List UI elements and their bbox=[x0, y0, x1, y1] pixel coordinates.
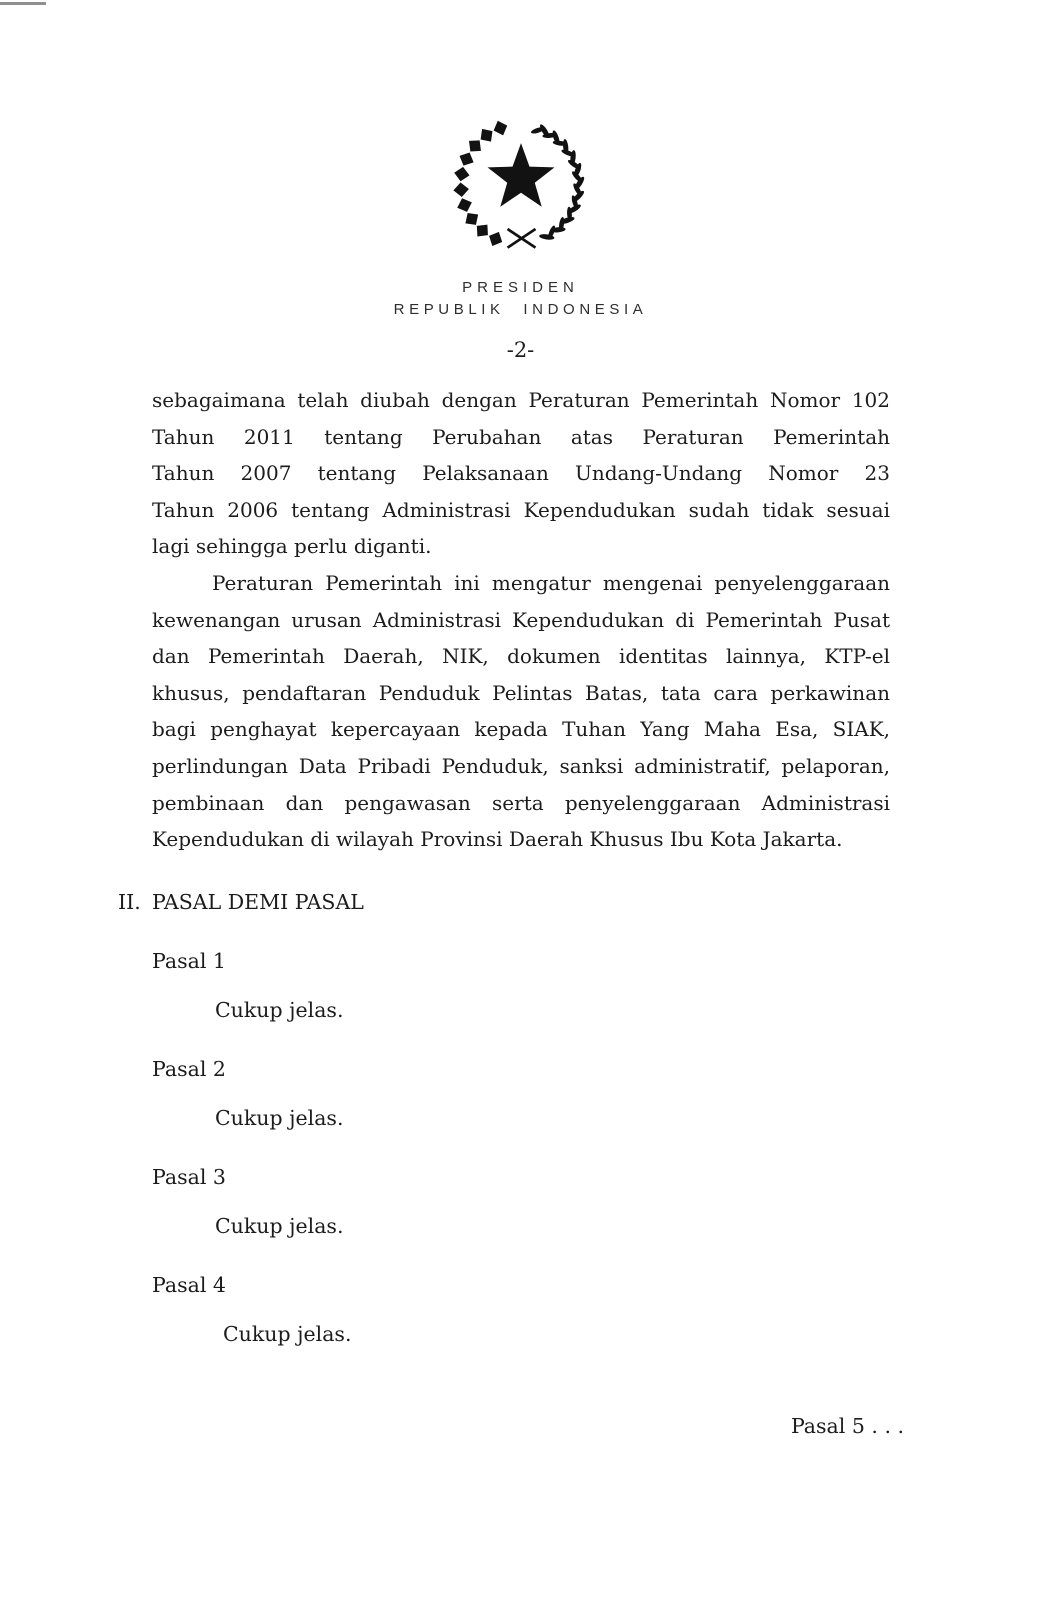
text-line: dan Pemerintah Daerah, NIK, dokumen identitas lainnya, KTP-el bbox=[152, 644, 890, 669]
pasal-4-label: Pasal 4 bbox=[152, 1272, 226, 1297]
pasal-3-note: Cukup jelas. bbox=[215, 1213, 344, 1238]
masthead bbox=[0, 277, 1041, 321]
text-line: sebagaimana telah diubah dengan Peraturan Pemerintah Nomor 102 bbox=[152, 388, 890, 412]
text-line: Tahun 2007 tentang Pelaksanaan Undang-Undang Nomor 23 bbox=[152, 461, 890, 486]
text-line: lagi sehingga perlu diganti. bbox=[152, 534, 432, 559]
pasal-1-label: Pasal 1 bbox=[152, 948, 226, 973]
text-line: kewenangan urusan Administrasi Kependudukan di Pemerintah Pusat bbox=[152, 607, 890, 632]
catchword-pasal-5: Pasal 5 . . . bbox=[790, 1413, 904, 1438]
text-line: bagi penghayat kepercayaan kepada Tuhan Yang Maha Esa, SIAK, bbox=[152, 717, 890, 742]
section-numeral: II. bbox=[118, 889, 141, 914]
text-line: pembinaan dan pengawasan serta penyelenggaraan Administrasi bbox=[152, 790, 890, 815]
text-line: Peraturan Pemerintah ini mengatur mengenai penyelenggaraan bbox=[212, 570, 890, 595]
pasal-2-note: Cukup jelas. bbox=[215, 1105, 344, 1130]
text-line: Tahun 2011 tentang Perubahan atas Peraturan Pemerintah bbox=[152, 424, 890, 449]
masthead-republik-indonesia: REPUBLIK INDONESIA bbox=[393, 301, 648, 318]
paragraph-2 bbox=[152, 565, 890, 858]
text-line: perlindungan Data Pribadi Penduduk, sanksi administratif, pelaporan, bbox=[152, 753, 890, 778]
masthead-presiden: PRESIDEN bbox=[462, 279, 579, 296]
paragraph-1 bbox=[152, 382, 890, 565]
text-line: Kependudukan di wilayah Provinsi Daerah Khusus Ibu Kota Jakarta. bbox=[152, 827, 843, 852]
text-line: khusus, pendaftaran Penduduk Pelintas Batas, tata cara perkawinan bbox=[152, 680, 890, 705]
section-title: PASAL DEMI PASAL bbox=[152, 889, 364, 914]
pasal-2-label: Pasal 2 bbox=[152, 1056, 226, 1081]
pasal-1-note: Cukup jelas. bbox=[215, 997, 344, 1022]
pasal-3-label: Pasal 3 bbox=[152, 1164, 226, 1189]
scan-artifact-line bbox=[0, 2, 46, 5]
text-line: Tahun 2006 tentang Administrasi Kependudukan sudah tidak sesuai bbox=[152, 497, 890, 522]
pasal-4-note: Cukup jelas. bbox=[223, 1321, 352, 1346]
presidential-seal-icon bbox=[446, 112, 596, 257]
body-text bbox=[152, 382, 890, 858]
page-number: -2- bbox=[506, 338, 535, 362]
section-heading-pasal-demi-pasal bbox=[118, 889, 890, 915]
